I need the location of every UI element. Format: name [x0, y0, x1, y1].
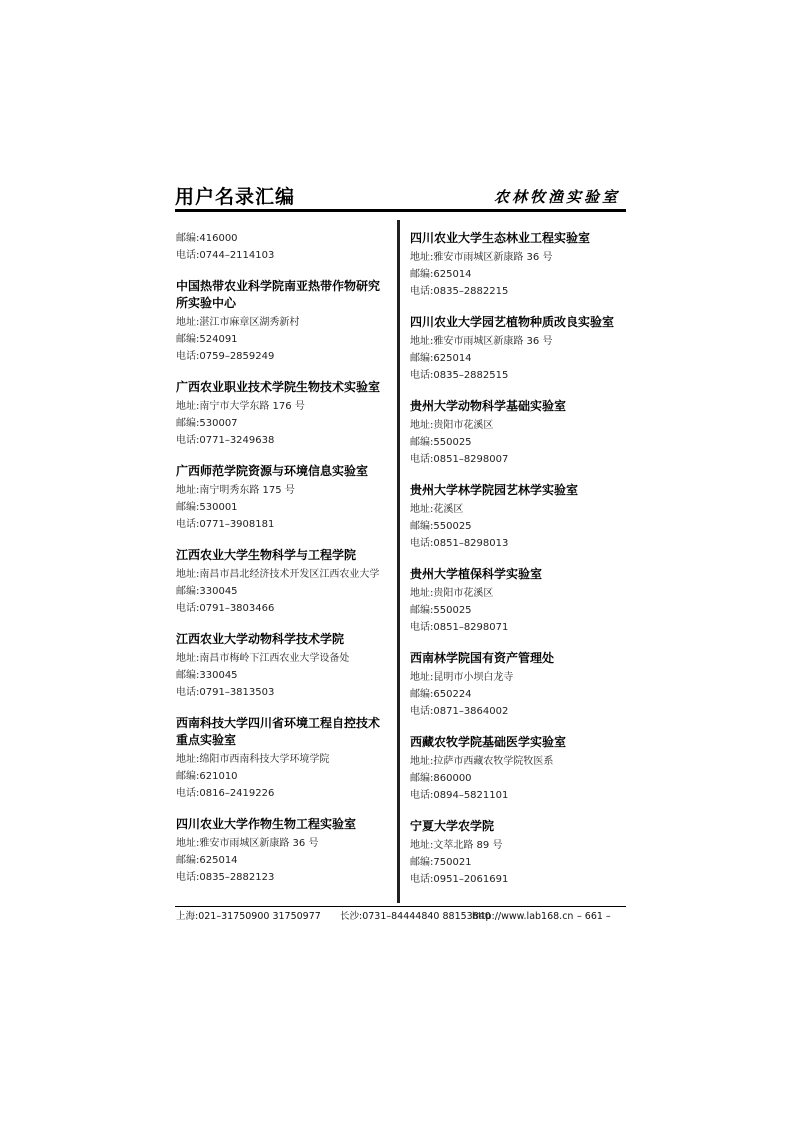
postcode-line: 邮编:625014: [410, 269, 472, 280]
address-line: 地址:贵阳市花溪区: [410, 588, 494, 599]
phone-line: 电话:0771–3908181: [176, 519, 275, 530]
postcode-line: 邮编:750021: [410, 857, 472, 868]
postcode-line: 邮编:550025: [410, 521, 472, 532]
page-header-title: 用户名录汇编: [175, 186, 296, 208]
address-line: 地址:拉萨市西藏农牧学院牧医系: [410, 756, 554, 767]
directory-entry: [176, 463, 391, 533]
entry-title: [176, 631, 391, 648]
address-line: 地址:昆明市小坝白龙寺: [410, 672, 514, 683]
postcode-line: 邮编:621010: [176, 771, 238, 782]
address-line: 地址:南昌市梅岭下江西农业大学设备处: [176, 653, 350, 664]
entry-title-line: 重点实验室: [176, 733, 237, 747]
address-line: 地址:南宁明秀东路 175 号: [176, 485, 295, 496]
directory-entry: [410, 482, 625, 552]
entry-title-line: 中国热带农业科学院南亚热带作物研究: [176, 279, 381, 293]
phone-line: 电话:0851–8298007: [410, 454, 509, 465]
footer-divider: [175, 906, 626, 907]
entry-title: [410, 482, 625, 499]
entry-title: [410, 734, 625, 751]
address-line: 地址:湛江市麻章区湖秀新村: [176, 317, 300, 328]
directory-entry: [410, 566, 625, 636]
postcode-line: 邮编:550025: [410, 437, 472, 448]
footer-website-link[interactable]: http://www.lab168.cn: [472, 911, 574, 922]
entry-title-line: 广西师范学院资源与环境信息实验室: [176, 464, 369, 478]
directory-entry: [410, 314, 625, 384]
directory-entry: [176, 715, 391, 802]
address-line: 地址:雅安市雨城区新康路 36 号: [410, 252, 553, 263]
address-line: 地址:文萃北路 89 号: [410, 840, 503, 851]
postcode-line: 邮编:625014: [410, 353, 472, 364]
postcode-line: 邮编:860000: [410, 773, 472, 784]
postcode-line: 邮编:416000: [176, 233, 238, 244]
entry-title: [176, 547, 391, 564]
postcode-line: 邮编:650224: [410, 689, 472, 700]
entry-title-line: 贵州大学林学院园艺林学实验室: [410, 483, 579, 497]
phone-line: 电话:0951–2061691: [410, 874, 509, 885]
entry-title-line: 西藏农牧学院基础医学实验室: [410, 735, 567, 749]
directory-entry: [410, 818, 625, 888]
entry-title: [410, 566, 625, 583]
section-title: 农林牧渔实验室: [493, 188, 620, 206]
directory-entry: [176, 547, 391, 617]
phone-line: 电话:0835–2882515: [410, 370, 509, 381]
address-line: 地址:花溪区: [410, 504, 464, 515]
page-number: – 661 –: [577, 911, 611, 922]
entry-title-line: 西南科技大学四川省环境工程自控技术: [176, 716, 381, 730]
entry-title: [410, 650, 625, 667]
column-divider: [397, 220, 400, 903]
entry-title-line: 贵州大学动物科学基础实验室: [410, 399, 567, 413]
partial-entry: [176, 230, 391, 264]
directory-entry: [176, 379, 391, 449]
entry-title: [176, 715, 391, 749]
phone-line: 电话:0791–3803466: [176, 603, 275, 614]
address-line: 地址:南昌市昌北经济技术开发区江西农业大学: [176, 569, 380, 580]
postcode-line: 邮编:330045: [176, 670, 238, 681]
entry-title-line: 广西农业职业技术学院生物技术实验室: [176, 380, 381, 394]
footer-shanghai-contact: 上海:021–31750900 31750977: [176, 911, 321, 922]
entry-title: [410, 818, 625, 835]
entry-title-line: 宁夏大学农学院: [410, 819, 495, 833]
address-line: 地址:雅安市雨城区新康路 36 号: [176, 838, 319, 849]
phone-line: 电话:0835–2882123: [176, 872, 275, 883]
phone-line: 电话:0894–5821101: [410, 790, 509, 801]
entry-title: [176, 379, 391, 396]
entry-title-line: 四川农业大学园艺植物种质改良实验室: [410, 315, 615, 329]
entry-title-line: 贵州大学植保科学实验室: [410, 567, 543, 581]
entry-title: [176, 278, 391, 312]
postcode-line: 邮编:550025: [410, 605, 472, 616]
directory-entry: [176, 816, 391, 886]
phone-line: 电话:0816–2419226: [176, 788, 275, 799]
entry-title: [410, 230, 625, 247]
phone-line: 电话:0835–2882215: [410, 286, 509, 297]
directory-entry: [176, 278, 391, 365]
footer-changsha-contact: 长沙:0731–84444840 88153840: [340, 911, 491, 922]
phone-line: 电话:0851–8298071: [410, 622, 509, 633]
postcode-line: 邮编:330045: [176, 586, 238, 597]
directory-entry: [176, 631, 391, 701]
directory-entry: [410, 398, 625, 468]
phone-line: 电话:0771–3249638: [176, 435, 275, 446]
phone-line: 电话:0871–3864002: [410, 706, 509, 717]
entry-title: [410, 314, 625, 331]
entry-title: [176, 816, 391, 833]
address-line: 地址:南宁市大学东路 176 号: [176, 401, 305, 412]
address-line: 地址:贵阳市花溪区: [410, 420, 494, 431]
postcode-line: 邮编:530001: [176, 502, 238, 513]
entry-title-line: 西南林学院国有资产管理处: [410, 651, 555, 665]
entry-title-line: 四川农业大学作物生物工程实验室: [176, 817, 357, 831]
entry-title-line: 江西农业大学动物科学技术学院: [176, 632, 345, 646]
phone-line: 电话:0759–2859249: [176, 351, 275, 362]
right-column: [410, 230, 625, 888]
entry-title: [176, 463, 391, 480]
directory-entry: [410, 230, 625, 300]
entry-title-line: 所实验中心: [176, 296, 237, 310]
postcode-line: 邮编:625014: [176, 855, 238, 866]
phone-line: 电话:0744–2114103: [176, 250, 275, 261]
entry-title: [410, 398, 625, 415]
entry-title-line: 四川农业大学生态林业工程实验室: [410, 231, 591, 245]
header-divider: [175, 209, 626, 212]
directory-entry: [410, 650, 625, 720]
phone-line: 电话:0791–3813503: [176, 687, 275, 698]
entry-title-line: 江西农业大学生物科学与工程学院: [176, 548, 357, 562]
postcode-line: 邮编:524091: [176, 334, 238, 345]
directory-entry: [410, 734, 625, 804]
address-line: 地址:雅安市雨城区新康路 36 号: [410, 336, 553, 347]
phone-line: 电话:0851–8298013: [410, 538, 509, 549]
address-line: 地址:绵阳市西南科技大学环境学院: [176, 754, 330, 765]
left-column: [176, 230, 391, 886]
postcode-line: 邮编:530007: [176, 418, 238, 429]
